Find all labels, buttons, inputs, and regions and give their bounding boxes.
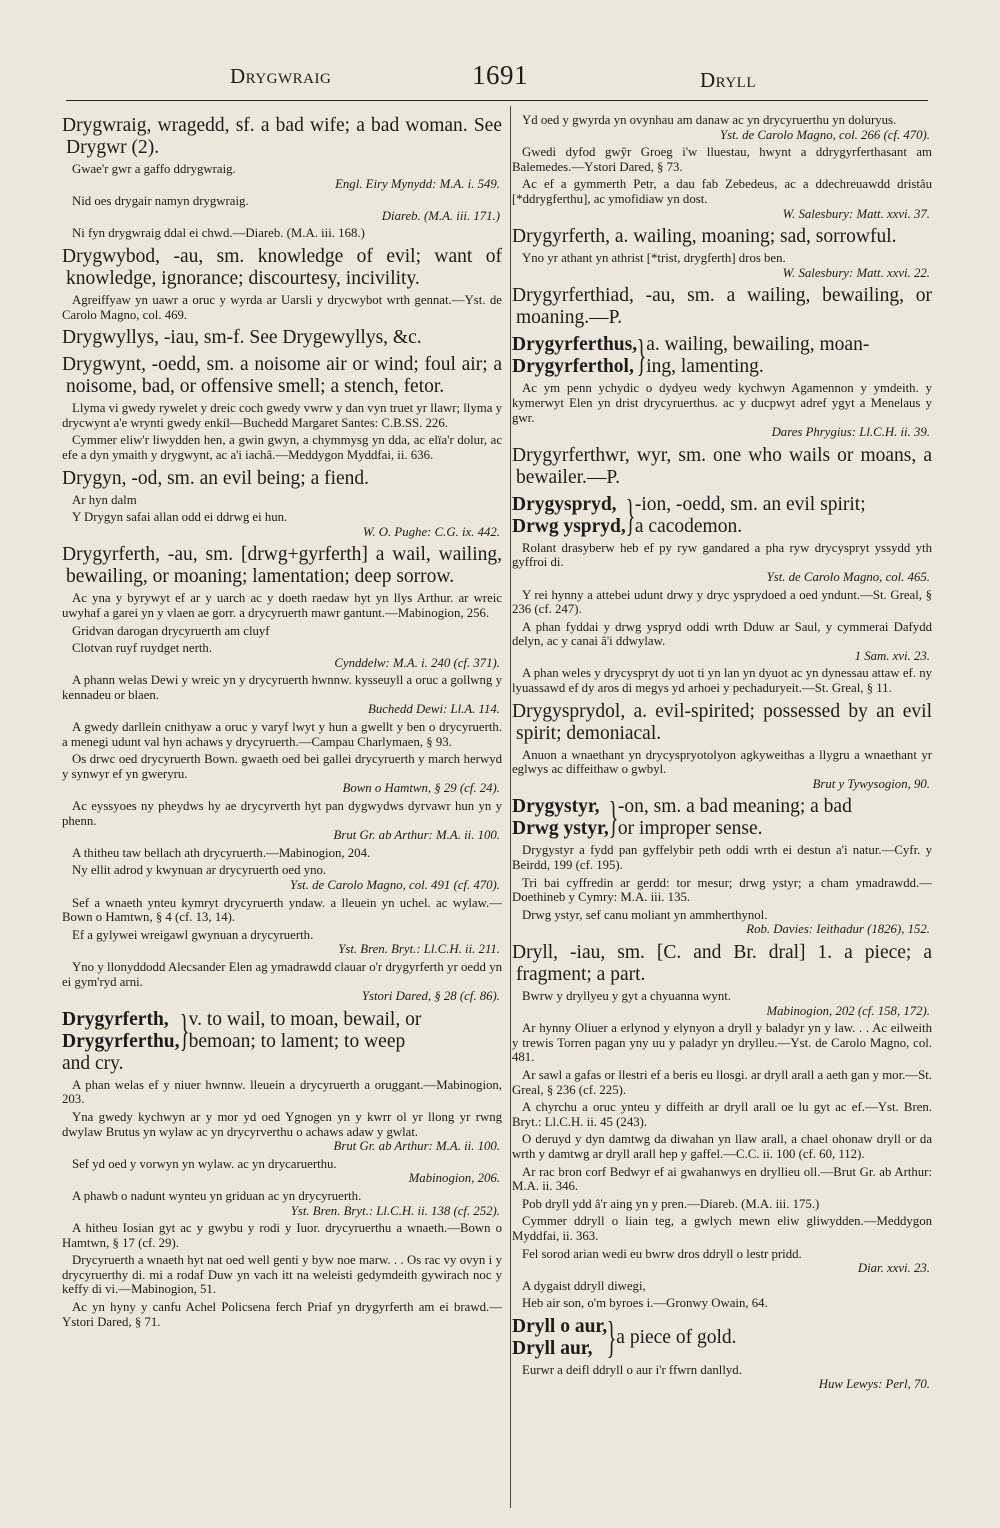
example-quotation: O deruyd y dyn damtwg da diwahan yn llaw arall, a chael ohonaw dryll or da wrth y damtwg ar dryll arall hep y gaffel.—C.C. ii. 100 (cf. 60, 112). [512, 1132, 932, 1161]
example-quotation: Drwg ystyr, sef canu moliant yn ammherthynol. [522, 907, 768, 922]
citation-source: Yst. de Carolo Magno, col. 465. [766, 569, 930, 584]
brace-glyph: } [606, 1312, 617, 1362]
example-quotation: Sef yd oed y vorwyn yn wylaw. ac yn drycaruerthu. [72, 1156, 337, 1171]
definition-line: ing, lamenting. [646, 356, 764, 378]
dictionary-entry-pair [512, 1312, 932, 1362]
example-quotation: Ar sawl a gafas or llestri ef a beris eu llosgi. ar dryll arall a aeth gan y mor.—St. Greal, § 236 (cf. 225). [512, 1067, 932, 1097]
header-right-guideword: Dryll [700, 68, 757, 92]
example-quotation: Ac yna y byrywyt ef ar y uarch ac y doeth raedaw hyt yn llys Arthur. ar wreic uwyhaf a garei yn y vlaen ae gorr. a drycyruerth mawr gantunt.—Mabinogion, 256. [62, 591, 502, 620]
header-rule [66, 100, 928, 101]
citation-source: Yst. Bren. Bryt.: Ll.C.H. ii. 211. [338, 942, 500, 957]
verse-line: Gridvan darogan drycyruerth am cluyf [72, 623, 270, 638]
headword-variant: Drygyrferthu, [62, 1030, 180, 1052]
running-head [62, 60, 938, 94]
citation-source: 1 Sam. xvi. 23. [854, 648, 930, 663]
citation-source: Yst. Bren. Bryt.: Ll.C.H. ii. 138 (cf. 252). [290, 1203, 500, 1218]
dictionary-entry-pair [62, 1005, 502, 1075]
citation-source: Bown o Hamtwn, § 29 (cf. 24). [342, 781, 500, 796]
paired-headwords [512, 1312, 932, 1362]
definition-line: -on, sm. a bad meaning; a bad [617, 796, 852, 818]
definition [616, 1327, 932, 1349]
definition-line: v. to wail, to moan, bewail, or [188, 1008, 422, 1030]
citation-source: Diareb. (M.A. iii. 171.) [381, 208, 500, 223]
example-quotation: Ny ellit adrod y kwynuan ar drycyruerth oed yno. [72, 863, 327, 878]
example-quotation: Rolant drasyberw heb ef py ryw gandared a pha ryw drycyspryt yssydd yth gyffroi di. [512, 540, 932, 570]
citation-source: Diar. xxvi. 23. [857, 1261, 930, 1276]
citation-source: Rob. Davies: Ieithadur (1826), 152. [746, 922, 930, 937]
example-quotation: Llyma vi gwedy rywelet y dreic coch gwedy vwrw y dan vyn truet yr llawr; llyma y drycwynt a'e wrynti gwedy enkil—Buchedd Margaret Santes: C.B.SS. 226. [62, 401, 502, 430]
dictionary-entry-pair [512, 490, 932, 540]
verse-line: Heb air son, o'm byroes i.—Gronwy Owain, 64. [522, 1296, 768, 1311]
citation-source: Brut Gr. ab Arthur: M.A. ii. 100. [333, 1139, 500, 1154]
example-quotation: Cymmer ddryll o liain teg, a gwlych mewn eliw gliwydden.—Meddygon Myddfai, ii. 363. [512, 1214, 932, 1243]
example-quotation: Bwrw y dryllyeu y gyt a chyuanna wynt. [522, 989, 731, 1003]
definition [646, 334, 932, 378]
example-quotation: Drycyruerth a wnaeth hyt nat oed well genti y byw noe marw. . . Os rac vy ovyn i y drycyruerthy di. mi a rodaf Duw yn vach itt na weleisti gedymdeith gywirach noc y keffy di vi.—Mabinogion, 51. [62, 1253, 502, 1297]
citation-source: Ystori Dared, § 28 (cf. 86). [361, 989, 500, 1004]
example-quotation: Pob dryll ydd â'r aing yn y pren.—Diareb. (M.A. iii. 175.) [522, 1196, 820, 1211]
definition-line: a piece of gold. [616, 1326, 737, 1348]
citation-source: Cynddelw: M.A. i. 240 (cf. 371). [334, 655, 500, 670]
headword-variants [512, 494, 626, 538]
definition-line: or improper sense. [617, 818, 763, 840]
dictionary-entry-headword: Drygwynt, -oedd, sm. a noisome air or wind; foul air; a noisome, bad, or offensive smell; a stench, fetor. [62, 354, 502, 398]
column-divider [510, 106, 511, 1508]
citation-source: Yst. de Carolo Magno, col. 266 (cf. 470). [720, 127, 930, 142]
dictionary-entry-headword: Drygwybod, -au, sm. knowledge of evil; want of knowledge, ignorance; discourtesy, incivility. [62, 245, 502, 289]
citation-source: W. Salesbury: Matt. xxvi. 22. [782, 265, 930, 280]
example-quotation: A phann welas Dewi y wreic yn y drycyruerth hwnnw. kysseuyll a oruc a gollwng y kennadeu or blaen. [62, 673, 502, 702]
definition-line: a. wailing, bewailing, moan- [646, 334, 870, 356]
citation-source: Yst. de Carolo Magno, col. 491 (cf. 470). [290, 878, 500, 892]
example-quotation: Y rei hynny a attebei udunt drwy y dryc ysprydoed a oed yndunt.—St. Greal, § 236 (cf. 247). [512, 587, 932, 617]
citation-source: Mabinogion, 202 (cf. 158, 172). [766, 1003, 930, 1018]
citation-source: Brut y Tywysogion, 90. [812, 776, 930, 791]
citation-source: Buchedd Dewi: Ll.A. 114. [368, 702, 500, 717]
example-quotation: Ni fyn drygwraig ddal ei chwd.—Diareb. (M.A. iii. 168.) [72, 226, 365, 241]
headword-variant: Drwg yspryd, [512, 515, 626, 537]
dictionary-entry-headword: Drygyrferth, a. wailing, moaning; sad, sorrowful. [512, 226, 897, 248]
headword-variant: Drygyrferthol, [512, 356, 634, 378]
example-quotation: Anuon a wnaethant yn drycyspryotolyon agkyweithas a llygru a wnaethant yr eglwys ac diffeithaw o gwbyl. [512, 747, 932, 777]
definition [189, 1009, 502, 1053]
verse-line: Ar hyn dalm [72, 492, 137, 507]
headword-variant: Drygyrferthus, [512, 334, 638, 356]
verse-line: Clotvan ruyf ruydget nerth. [72, 641, 213, 656]
example-quotation: A thitheu taw bellach ath drycyruerth.—Mabinogion, 204. [72, 845, 371, 860]
dictionary-entry-headword: Drygyn, -od, sm. an evil being; a fiend. [62, 467, 370, 489]
dictionary-entry-headword: Drygysprydol, a. evil-spirited; possessed by an evil spirit; demoniacal. [512, 700, 932, 744]
verse-line: Y Drygyn safai allan odd ei ddrwg ei hun. [72, 510, 288, 525]
example-quotation: Yd oed y gwyrda yn ovynhau am danaw ac yn drycyruerthu yn doluryus. [522, 113, 897, 127]
example-quotation: Cymmer eliw'r liwydden hen, a gwin gwyn, a chymmysg yn dda, ac elïa'r dolur, ac efe a dyn ymaith y drygwynt, ac a'i iachâ.—Meddygon Myddfai, ii. 636. [62, 433, 502, 462]
paired-headwords [512, 490, 932, 540]
header-left-guideword: Drygwraig [230, 64, 332, 88]
verse-line: A dygaist ddryll diwegi, [522, 1278, 646, 1293]
citation-source: Engl. Eiry Mynydd: M.A. i. 549. [335, 176, 500, 191]
example-quotation: A phan weles y drycyspryt dy uot ti yn lan yn dyuot ac yn dynessau attaw ef. ny lyuassawd ef dy aros di megys yd arhoei y pechaduryeit.—St. Greal, § 11. [512, 666, 932, 696]
dictionary-entry-pair [512, 793, 932, 843]
definition-line: a cacodemon. [634, 515, 743, 537]
example-quotation: A phan welas ef y niuer hwnnw. lleuein a drycyruerth a oruggant.—Mabinogion, 203. [62, 1077, 502, 1107]
dictionary-entry-pair [512, 331, 932, 381]
example-quotation: Ar rac bron corf Bedwyr ef ai gwahanwys en dryllieu oll.—Brut Gr. ab Arthur: M.A. ii. 346. [512, 1164, 932, 1194]
headword-variant: Drygyrferth, [62, 1008, 169, 1030]
brace-glyph: } [636, 331, 647, 381]
paired-headwords [62, 1005, 502, 1055]
example-quotation: Sef a wnaeth ynteu kymryt drycyruerth yndaw. a lleuein yn uchel. ac wylaw.—Bown o Hamtwn, § 4 (cf. 13, 14). [62, 895, 502, 925]
headword-variant: Drwg ystyr, [512, 818, 609, 840]
definition-continuation: and cry. [62, 1052, 124, 1074]
dictionary-entry-headword: Drygwyllys, -iau, sm-f. See Drygewyllys, &c. [62, 327, 422, 349]
example-quotation: Eurwr a deifl ddryll o aur i'r ffwrn danllyd. [522, 1362, 742, 1377]
example-quotation: Nid oes drygair namyn drygwraig. [72, 194, 249, 209]
citation-source: Huw Lewys: Perl, 70. [818, 1377, 930, 1392]
example-quotation: Ac yn hyny y canfu Achel Policsena ferch Priaf yn drygyrferth am ei brawd.—Ystori Dared, § 71. [62, 1300, 502, 1329]
headword-variant: Dryll o aur, [512, 1315, 608, 1337]
example-quotation: A phawb o nadunt wynteu yn griduan ac yn drycyruerth. [72, 1188, 362, 1203]
example-quotation: Gwedi dyfod gwŷr Groeg i'w lluestau, hwynt a ddrygyrferthasant am Balemedes.—Ystori Dared, § 73. [512, 145, 932, 174]
citation-source: W. Salesbury: Matt. xxvi. 37. [782, 206, 930, 221]
brace-glyph: } [625, 490, 636, 540]
example-quotation: Yna gwedy kychwyn ar y mor yd oed Ygnogen yn y kwrr ol yr llong yr rwng dwylaw Brutus yn wylaw ac yn drycyrverthu o achaws adaw y gwlat. [62, 1109, 502, 1139]
right-column [512, 110, 932, 1440]
example-quotation: Drygystyr a fydd pan gyffelybir peth oddi wrth ei destun a'i natur.—Cyfr. y Beirdd, 199 (cf. 195). [512, 843, 932, 873]
definition-line: -ion, -oedd, sm. an evil spirit; [634, 493, 866, 515]
example-quotation: Tri bai cyffredin ar gerdd: tor mesur; drwg ystyr; a cham ymadrawdd.—Doethineb y Cymry: M.A. iii. 135. [512, 875, 932, 905]
paired-headwords [512, 793, 932, 843]
citation-source: Mabinogion, 206. [408, 1171, 500, 1186]
dictionary-entry-headword: Drygyrferth, -au, sm. [drwg+gyrferth] a wail, wailing, bewailing, or moaning; lamentation; deep sorrow. [62, 544, 502, 588]
example-quotation: A chyrchu a oruc ynteu y diffeith ar dryll arall oe lu gyt ac ef.—Yst. Bren. Bryt.: Ll.C.H. ii. 45 (243). [512, 1100, 932, 1129]
dictionary-entry-headword: Dryll, -iau, sm. [C. and Br. dral] 1. a piece; a fragment; a part. [512, 942, 932, 985]
example-quotation: Ac ef a gymmerth Petr, a dau fab Zebedeus, ac a ddechreuawdd dristâu [*ddrygferthu], ac ymofidiaw yn dost. [512, 177, 932, 206]
headword-variant: Drygystyr, [512, 796, 600, 818]
brace-glyph: } [608, 793, 619, 843]
definition [635, 494, 932, 538]
dictionary-entry-headword: Drygyrferthiad, -au, sm. a wailing, bewailing, or moaning.—P. [512, 285, 932, 329]
example-quotation: Ef a gylywei wreigawl gwynuan a drycyruerth. [72, 927, 314, 942]
citation-source: Dares Phrygius: Ll.C.H. ii. 39. [771, 425, 930, 440]
brace-glyph: } [179, 1005, 189, 1055]
example-quotation: Ar hynny Oliuer a erlynod y elynyon a dryll y baladyr yn y law. . . Ac eilweith y trewis Torren pagan yny uu y paladyr yn drylleu.—Yst. de Carolo Magno, col. 481. [512, 1021, 932, 1065]
example-quotation: A gwedy darllein cnithyaw a oruc y varyf lwyt y hun a gwellt y ben o drycyruerth. a menegi udunt val hyn achaws y drycyruerth.—Campau Charlymaen, § 93. [62, 720, 502, 749]
dictionary-entry-headword: Drygyrferthwr, wyr, sm. one who wails or moans, a bewailer.—P. [512, 444, 932, 488]
headword-variant: Dryll aur, [512, 1337, 593, 1359]
left-column [62, 110, 502, 1495]
example-quotation: Os drwc oed drycyruerth Bown. gwaeth oed bei gallei drycyruerth y march herwyd y synwyr ef yn gweryru. [62, 752, 502, 781]
headword-variants [512, 796, 609, 840]
example-quotation: Ac ym penn ychydic o dydyeu wedy kychwyn Agamennon y ymdeith. y kymerwyt Elen yn drist drycyruerthus. ac y ducpwyt adref ygyt a Menelaus y gwr. [512, 381, 932, 425]
headword-variants [512, 1316, 607, 1360]
headword-variant: Drygyspryd, [512, 493, 617, 515]
definition-line: bemoan; to lament; to weep [188, 1030, 406, 1052]
example-quotation: A hitheu Iosian gyt ac y gwybu y rodi y Iuor. drycyruerthu a wnaeth.—Bown o Hamtwn, § 17 (cf. 29). [62, 1221, 502, 1250]
headword-variants [62, 1009, 180, 1053]
page-number: 1691 [472, 60, 528, 90]
example-quotation: Fel sorod arian wedi eu bwrw dros ddryll o lestr pridd. [522, 1246, 802, 1261]
example-quotation: Yno yr athant yn athrist [*trist, drygferth] dros ben. [522, 251, 786, 266]
example-quotation: Agreiffyaw yn uawr a oruc y wyrda ar Uarsli y drycwybot wrth gennat.—Yst. de Carolo Magno, col. 469. [62, 292, 502, 322]
headword-variants [512, 334, 637, 378]
dictionary-entry-headword: Drygwraig, wragedd, sf. a bad wife; a bad woman. See Drygwr (2). [62, 115, 502, 158]
citation-source: Brut Gr. ab Arthur: M.A. ii. 100. [333, 828, 500, 843]
example-quotation: Yno y llonyddodd Alecsander Elen ag ymadrawdd clauar o'r drygyrferth yr oedd yn ei gym'ryd arni. [62, 959, 502, 989]
citation-source: W. O. Pughe: C.G. ix. 442. [362, 524, 500, 539]
paired-headwords [512, 331, 932, 381]
example-quotation: A phan fyddai y drwg yspryd oddi wrth Dduw ar Saul, y cymmerai Dafydd delyn, ac y canai â'i ddwylaw. [512, 619, 932, 649]
example-quotation: Ac eyssyoes ny pheydws hy ae drycyrverth hyt pan dygwydws dyrvawr hun yn y phenn. [62, 799, 502, 828]
definition [618, 796, 932, 840]
example-quotation: Gwae'r gwr a gaffo ddrygwraig. [72, 162, 236, 176]
